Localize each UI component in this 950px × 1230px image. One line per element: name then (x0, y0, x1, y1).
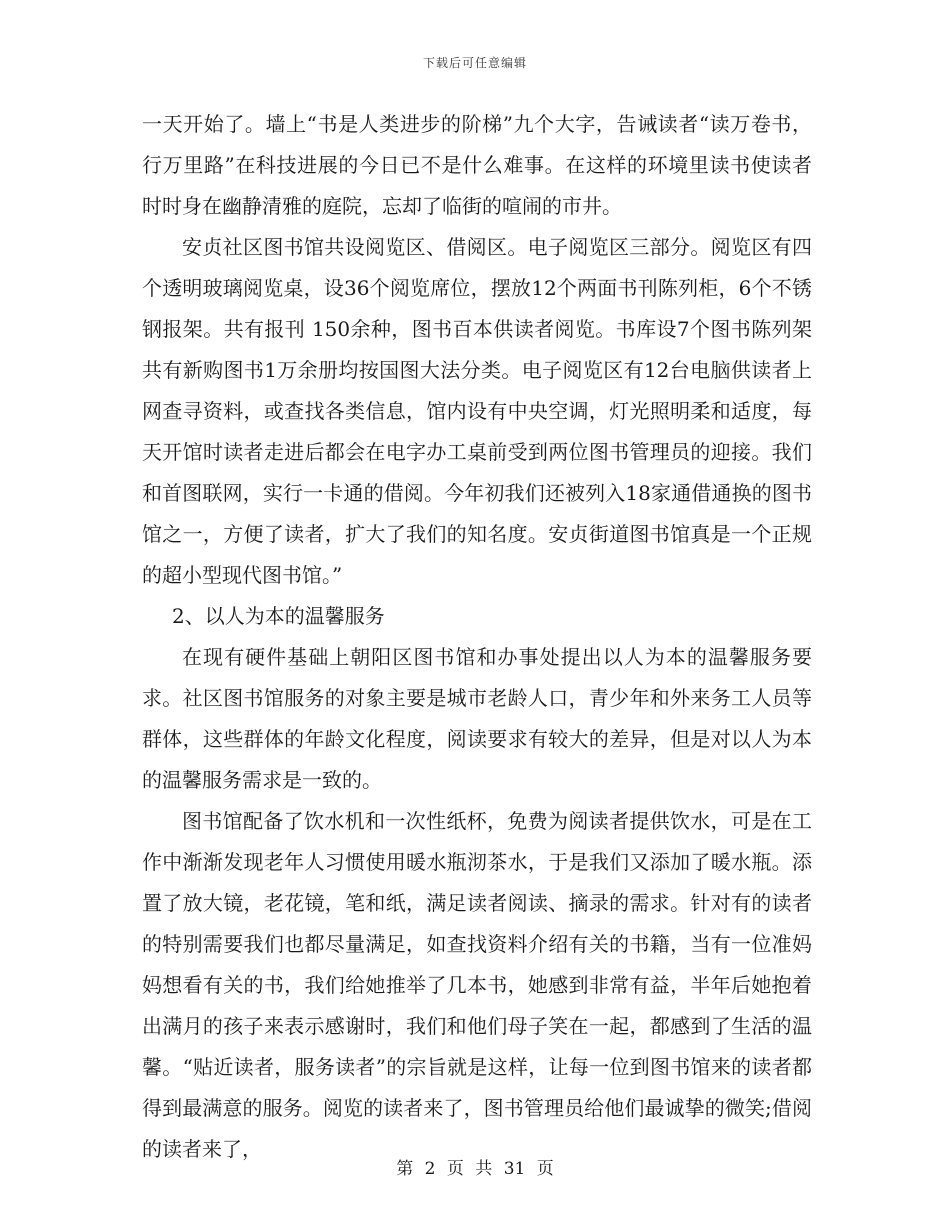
page-footer: 第 2 页 共 31 页 (396, 1159, 554, 1179)
paragraph-library-areas: 安贞社区图书馆共设阅览区、借阅区。电子阅览区三部分。阅览区有四个透明玻璃阅览桌，设36个阅览席位，摆放12个两面书刊陈列柜，6个不锈钢报架。共有报刊 150余种，图书百本供读者阅览。书库设7个图书陈列架共有新购图书1万余册均按国图大法分类。电子阅览区有12台电脑供读者上网查寻资料，或查找各类信息，馆内设有中央空调，灯光照明柔和适度，每天开馆时读者走进后都会在电字办工桌前受到两位图书管理员的迎接。我们和首图联网，实行一卡通的借阅。今年初我们还被列入18家通借通换的图书馆之一，方便了读者，扩大了我们的知名度。安贞街道图书馆真是一个正规的超小型现代图书馆。” (142, 235, 812, 587)
page-header: 下载后可任意编辑 (422, 56, 527, 70)
paragraph-service-requirements: 在现有硬件基础上朝阳区图书馆和办事处提出以人为本的温馨服务要求。社区图书馆服务的对象主要是城市老龄人口，青少年和外来务工人员等群体，这些群体的年龄文化程度，阅读要求有较大的差异，但是对以人为本的温馨服务需求是一致的。 (142, 645, 812, 792)
section-heading: 2、以人为本的温馨服务 (172, 604, 385, 628)
paragraph-continuation: 一天开始了。墙上“书是人类进步的阶梯”九个大字，告诫读者“读万卷书，行万里路”在科技进展的今日已不是什么难事。在这样的环境里读书使读者时时身在幽静清雅的庭院，忘却了临街的喧闹的市井。 (142, 112, 812, 218)
document-body (142, 104, 812, 1170)
paragraph-service-details: 图书馆配备了饮水机和一次性纸杯，免费为阅读者提供饮水，可是在工作中渐渐发现老年人习惯使用暖水瓶沏茶水，于是我们又添加了暖水瓶。添置了放大镜，老花镜，笔和纸，满足读者阅读、摘录的需求。针对有的读者的特别需要我们也都尽量满足，如查找资料介绍有关的书籍，当有一位准妈妈想看有关的书，我们给她推举了几本书，她感到非常有益，半年后她抱着出满月的孩子来表示感谢时，我们和他们母子笑在一起，都感到了生活的温馨。“贴近读者，服务读者”的宗旨就是这样，让每一位到图书馆来的读者都得到最满意的服务。阅览的读者来了，图书管理员给他们最诚挚的微笑;借阅的读者来了， (142, 809, 812, 1161)
